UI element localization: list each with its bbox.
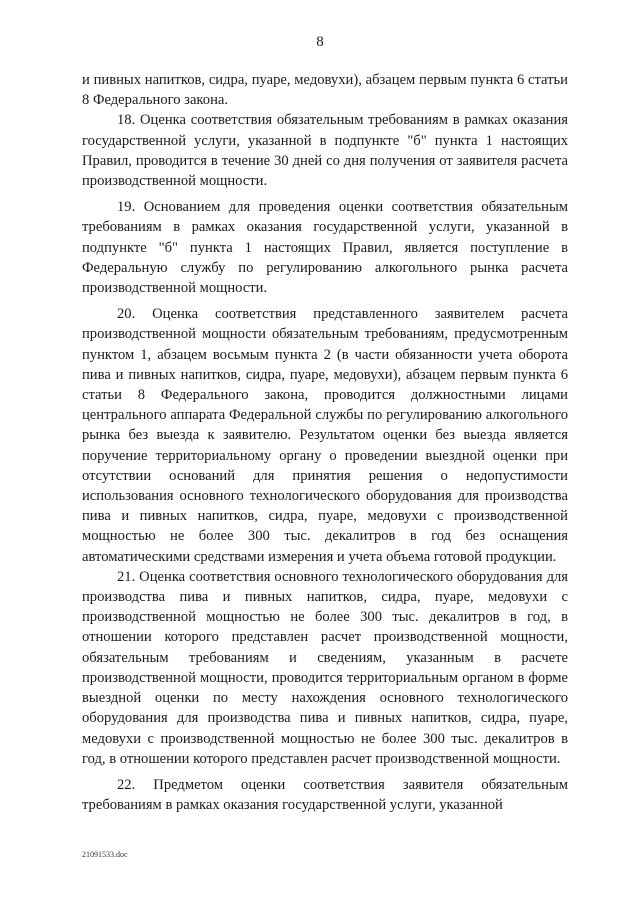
paragraph-21: 21. Оценка соответствия основного технологического оборудования для производства пива и пивных напитков, сидра, пуаре, медовухи с производственной мощностью не более 300 тыс. декалитров в год, в отношении которого представлен расчет производственной мощности, обязательным требованиям и сведениям, указанным в расчете производственной мощности, проводится территориальным органом в форме выездной оценки по месту нахождения основного технологического оборудования для производства пива и пивных напитков, сидра, пуаре, медовухи с производственной мощностью не более 300 тыс. декалитров в год, в отношении которого представлен расчет производственной мощности. <box>82 568 568 767</box>
paragraph-22: 22. Предметом оценки соответствия заявителя обязательным требованиям в рамках оказания государственной услуги, указанной <box>82 776 568 814</box>
document-file-code: 21091533.doc <box>82 850 128 859</box>
paragraph-20: 20. Оценка соответствия представленного заявителем расчета производственной мощности обязательным требованиям, предусмотренным пунктом 1, абзацем восьмым пункта 2 (в части обязанности учета оборота пива и пивных напитков, сидра, пуаре, медовухи), абзацем первым пункта 6 статьи 8 Федерального закона, проводится должностными лицами центрального аппарата Федеральной службы по регулированию алкогольного рынка без выезда к заявителю. Результатом оценки без выезда является поручение территориальному органу о проведении выездной оценки при отсутствии оснований для принятия решения о недопустимости использования основного технологического оборудования для производства пива и пивных напитков, сидра, пуаре, медовухи с производственной мощностью не более 300 тыс. декалитров в год без оснащения автоматическими средствами измерения и учета объема готовой продукции. <box>82 306 568 565</box>
document-body <box>82 70 568 815</box>
paragraph-continuation: и пивных напитков, сидра, пуаре, медовухи), абзацем первым пункта 6 статьи 8 Федерального закона. <box>82 72 568 109</box>
page-number: 8 <box>316 34 324 50</box>
paragraph-19: 19. Основанием для проведения оценки соответствия обязательным требованиям в рамках оказания государственной услуги, указанной в подпункте "б" пункта 1 настоящих Правил, является поступление в Федеральную службу по регулированию алкогольного рынка расчета производственной мощности. <box>82 199 568 297</box>
paragraph-18: 18. Оценка соответствия обязательным требованиям в рамках оказания государственной услуги, указанной в подпункте "б" пункта 1 настоящих Правил, проводится в течение 30 дней со дня получения от заявителя расчета производственной мощности. <box>82 112 568 190</box>
